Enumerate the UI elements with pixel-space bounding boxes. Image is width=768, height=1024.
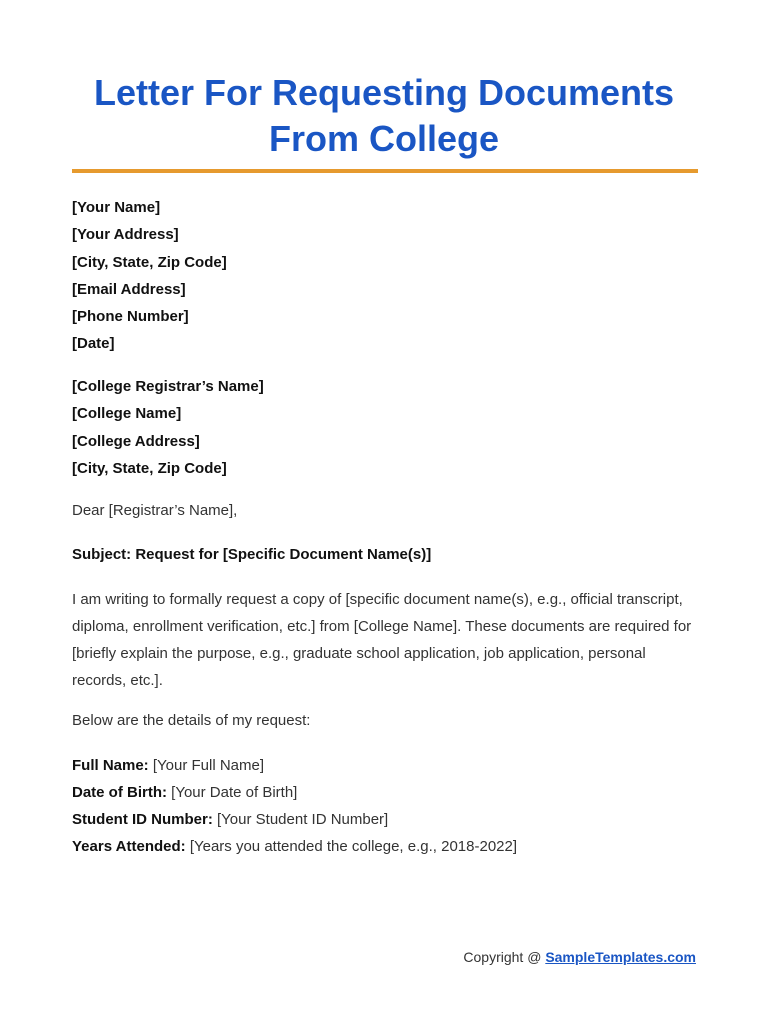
sender-date: [Date] bbox=[72, 335, 115, 353]
title-divider bbox=[72, 169, 698, 173]
salutation: Dear [Registrar’s Name], bbox=[72, 502, 238, 519]
sender-block bbox=[72, 194, 227, 358]
detail-full-name bbox=[72, 752, 517, 779]
title-line-2: From College bbox=[268, 118, 500, 159]
sender-phone: [Phone Number] bbox=[72, 308, 189, 326]
recipient-city: [City, State, Zip Code] bbox=[72, 459, 227, 477]
detail-value: [Your Full Name] bbox=[148, 757, 265, 774]
detail-label: Years Attended: bbox=[72, 838, 186, 855]
sender-name: [Your Name] bbox=[72, 199, 161, 216]
detail-date-of-birth bbox=[72, 779, 517, 806]
details-list bbox=[72, 752, 517, 860]
details-intro: Below are the details of my request: bbox=[72, 712, 311, 729]
sender-address: [Your Address] bbox=[72, 226, 179, 244]
detail-label: Student ID Number: bbox=[72, 811, 213, 828]
subject-line: Subject: Request for [Specific Document Name(s)] bbox=[72, 546, 432, 563]
copyright-prefix: Copyright @ bbox=[463, 949, 546, 965]
recipient-registrar: [College Registrar’s Name] bbox=[72, 378, 264, 395]
page-title bbox=[40, 70, 728, 162]
detail-student-id bbox=[72, 806, 517, 833]
sampletemplates-link[interactable]: SampleTemplates.com bbox=[545, 949, 696, 965]
detail-value: [Your Student ID Number] bbox=[212, 811, 389, 828]
detail-label: Date of Birth: bbox=[72, 784, 167, 801]
sender-email: [Email Address] bbox=[72, 280, 186, 298]
recipient-college-address: [College Address] bbox=[72, 432, 200, 450]
recipient-college-name: [College Name] bbox=[72, 405, 182, 423]
body-paragraph: I am writing to formally request a copy of [specific document name(s), e.g., official transcript, diploma, enrollment verification, etc.] from [College Name]. These documents are required for [briefly explain the purpose, e.g., graduate school application, job application, personal records, etc.]. bbox=[72, 591, 692, 689]
detail-value: [Years you attended the college, e.g., 2018-2022] bbox=[185, 838, 518, 855]
detail-years-attended bbox=[72, 833, 517, 860]
sender-city: [City, State, Zip Code] bbox=[72, 253, 227, 271]
copyright-footer bbox=[463, 947, 696, 967]
recipient-block bbox=[72, 373, 264, 482]
title-line-1: Letter For Requesting Documents bbox=[93, 72, 675, 113]
detail-label: Full Name: bbox=[72, 757, 149, 774]
detail-value: [Your Date of Birth] bbox=[167, 784, 298, 801]
